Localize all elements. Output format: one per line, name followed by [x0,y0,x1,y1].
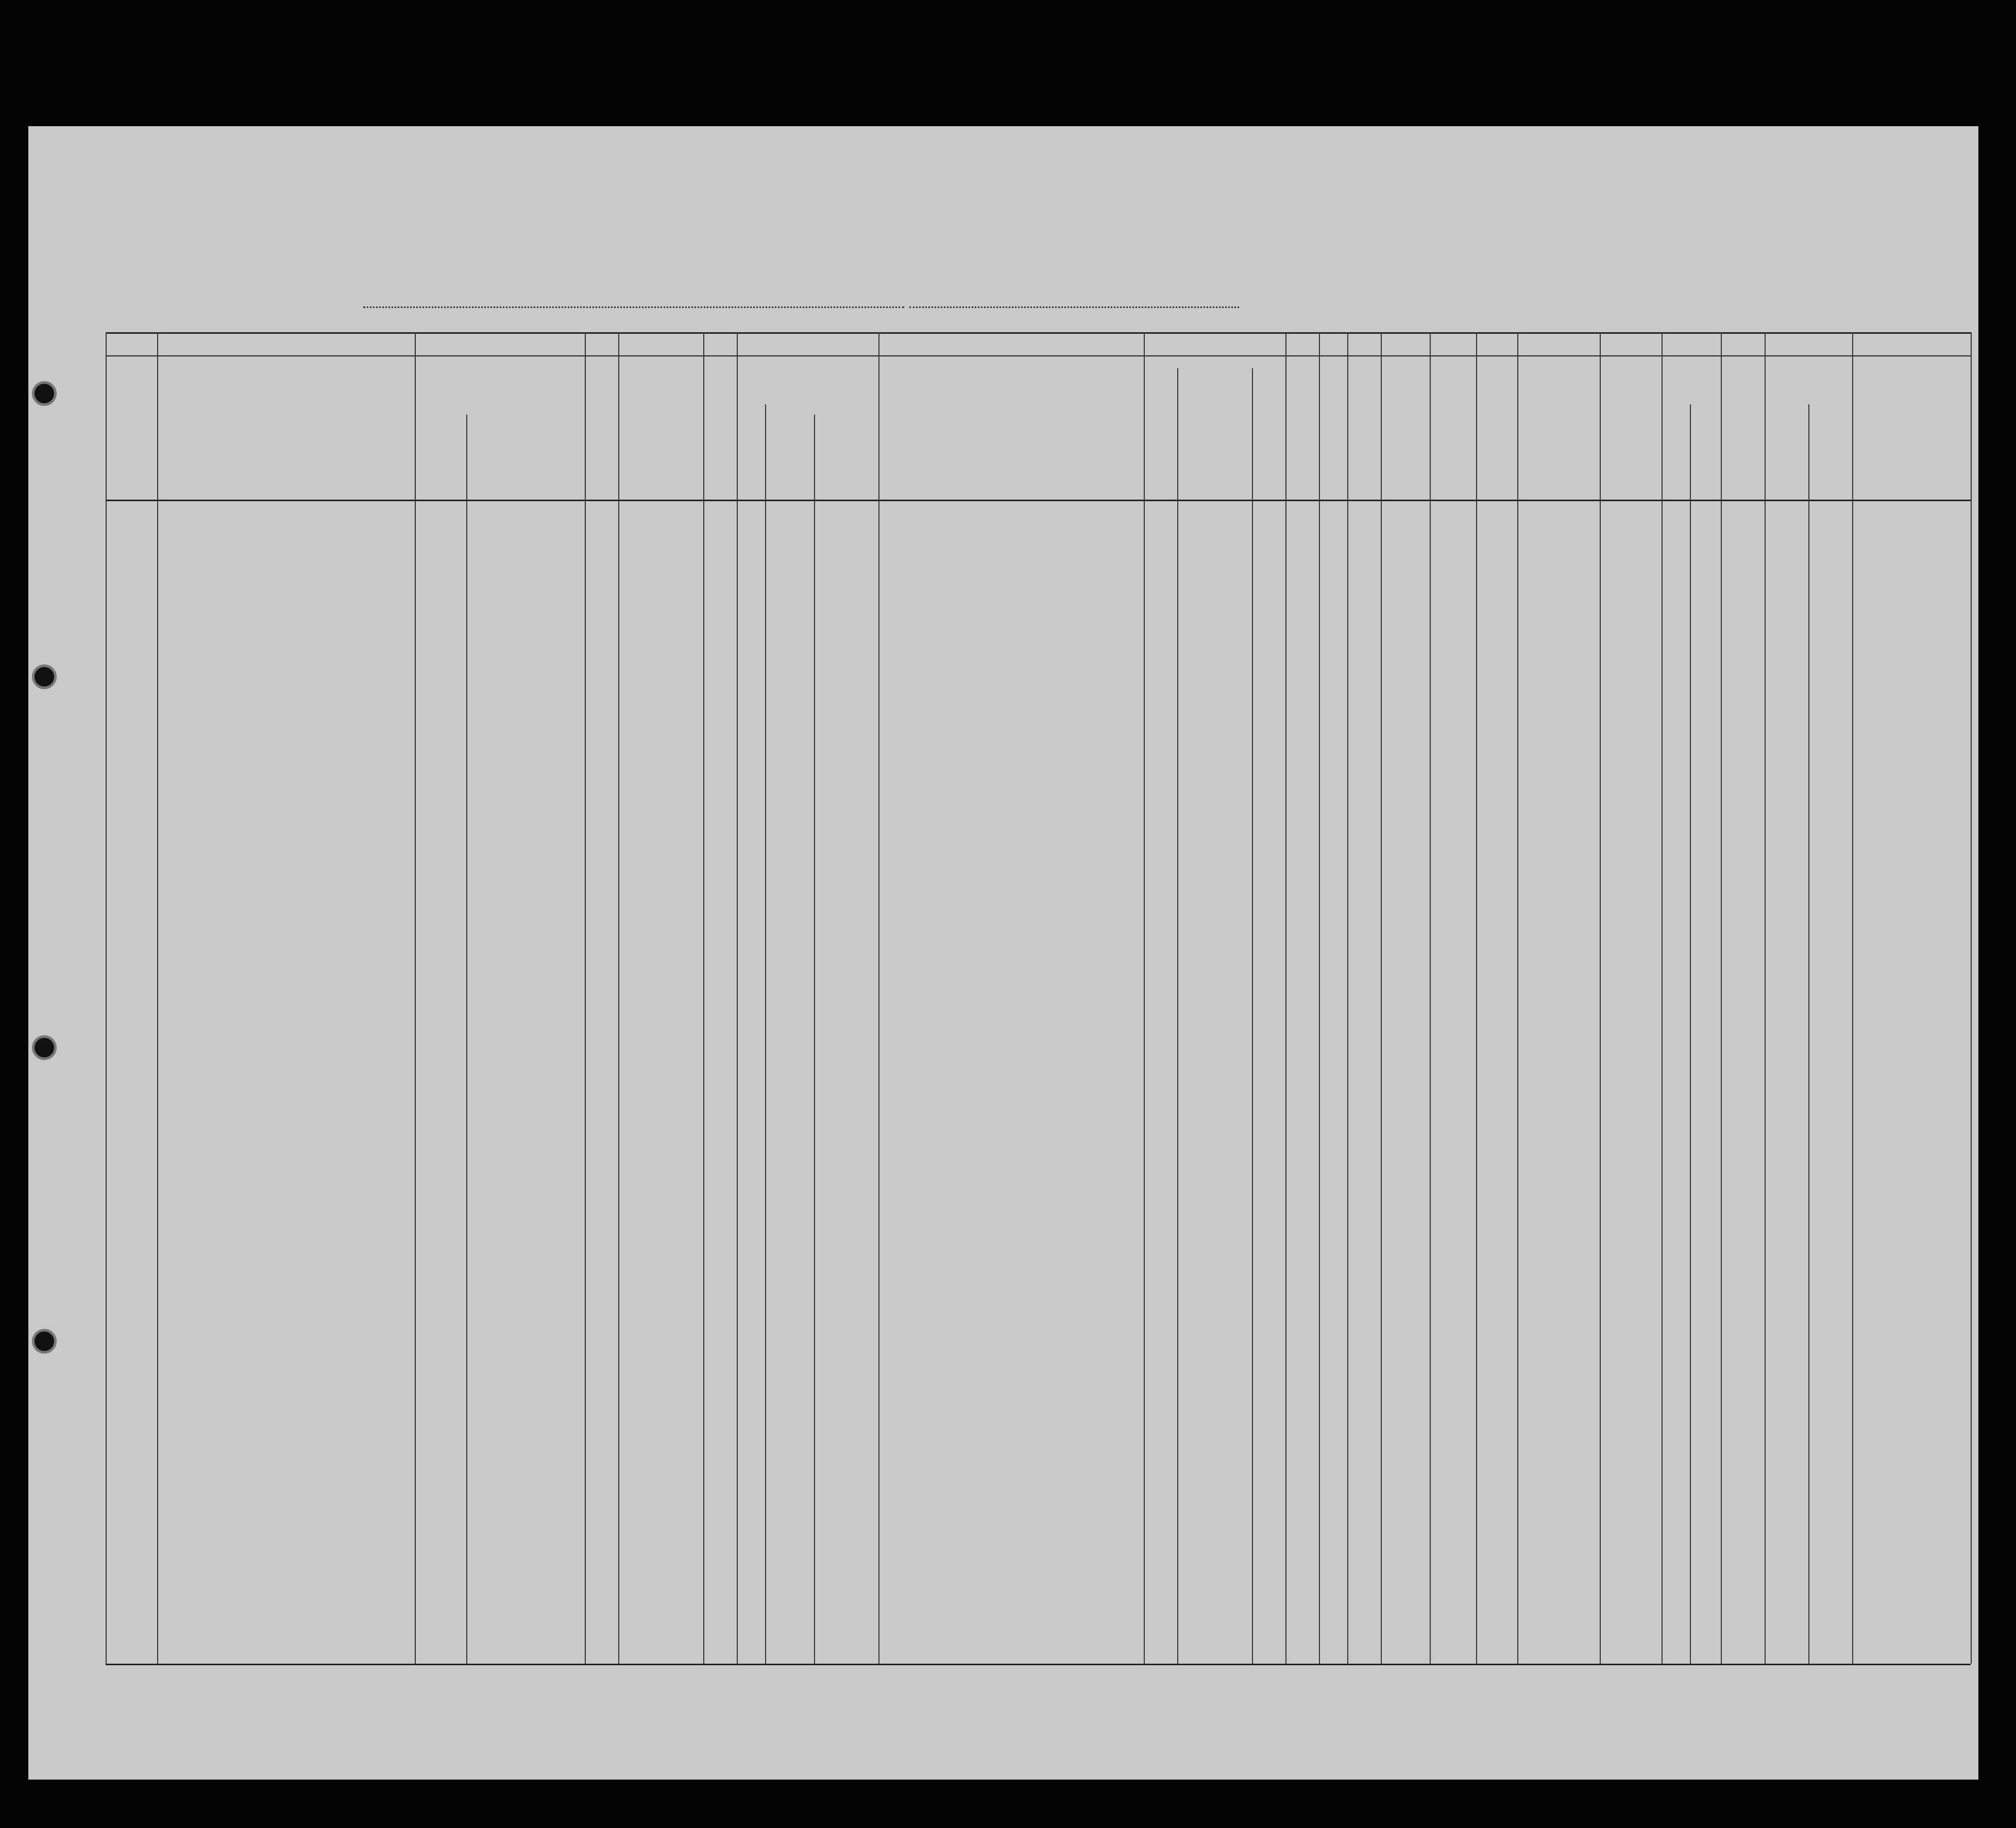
col-line [737,332,738,1664]
col-line [415,332,416,1664]
table-bottom-border [106,1664,1971,1665]
col-line [878,332,879,1664]
col-line [618,332,619,1664]
col-line [106,332,107,1664]
col-line [1430,332,1431,1664]
binder-hole [32,381,57,406]
col-line [1690,404,1691,1664]
col-line [1347,332,1348,1664]
binder-hole [32,1329,57,1354]
col-line [1852,332,1853,1664]
col-line [1177,368,1178,1664]
col-line [765,404,766,1664]
col-line [1971,332,1972,1664]
binder-hole [32,1035,57,1060]
col-line [1252,368,1253,1664]
col-line [1476,332,1477,1664]
header-bottom-border [106,500,1971,501]
col-line [585,332,586,1664]
col-line [1662,332,1663,1664]
col-line [1381,332,1382,1664]
col-line [1600,332,1601,1664]
col-line [1765,332,1766,1664]
col-number-border [106,355,1971,356]
col-line [814,415,815,1664]
col-line [1144,332,1145,1664]
col-line [1808,404,1809,1664]
col-line [1285,332,1286,1664]
col-line [1517,332,1518,1664]
table-top-border [106,332,1971,334]
col-line [1721,332,1722,1664]
binder-hole [32,664,57,689]
col-line [466,415,467,1664]
col-line [703,332,704,1664]
col-line [1319,332,1320,1664]
manifest-sheet [28,126,1978,1780]
date-dotline [909,306,1239,308]
col-line [157,332,158,1664]
port-dotline [363,306,904,308]
